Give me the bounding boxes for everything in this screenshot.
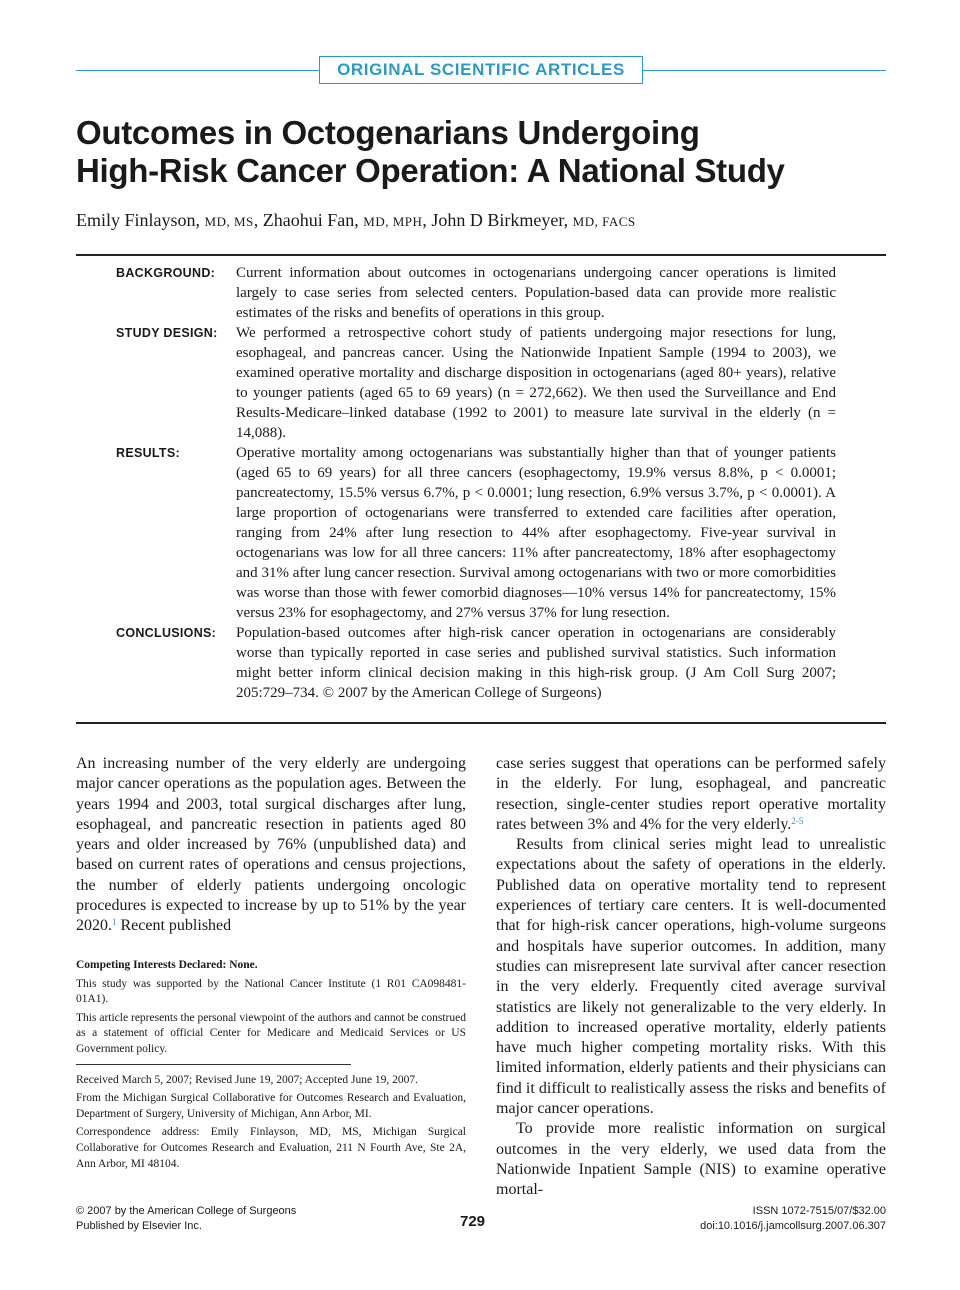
footer-right — [700, 1204, 886, 1234]
body-column-left — [76, 754, 466, 937]
author-name: Zhaohui Fan — [262, 210, 355, 230]
issn: ISSN 1072-7515/07/$32.00 — [752, 1205, 886, 1217]
abstract-label: BACKGROUND: — [116, 266, 216, 280]
citation-ref[interactable]: 1 — [112, 917, 117, 928]
received-dates: Received March 5, 2007; Revised June 19, 2007; Accepted June 19, 2007. — [76, 1073, 419, 1086]
article-title — [76, 114, 876, 190]
doi[interactable]: doi:10.1016/j.jamcollsurg.2007.06.307 — [700, 1220, 886, 1232]
author-name: John D Birkmeyer — [431, 210, 564, 230]
banner-rule-left — [76, 70, 319, 71]
author-name: Emily Finlayson — [76, 210, 196, 230]
notes-divider — [76, 1064, 351, 1065]
article-notes — [76, 958, 466, 1175]
abstract-text: We performed a retrospective cohort study of patients undergoing major resections for lung, esophageal, and pancreas cancer. Using the Nationwide Inpatient Sample (1994 to 2003), we examined operative mortality and discharge disposition in octogenarians (aged 80+ years), relative to younger patients (aged 65 to 69 years) (n = 272,662). We then used the Surveillance and End Results-Medicare–linked database (1992 to 2001) to measure late survival in the elderly (n = 14,088). — [236, 325, 836, 441]
abstract-text: Current information about outcomes in octogenarians undergoing cancer operations is limited largely to case series from selected centers. Population-based data can provide more realistic estimates of the risks and benefits of operations in this group. — [236, 265, 836, 321]
affiliation: From the Michigan Surgical Collaborative for Outcomes Research and Evaluation, Department of Surgery, University of Michigan, Ann Arbor, MI. — [76, 1092, 466, 1120]
author-degrees: MD, FACS — [572, 214, 636, 229]
abstract-label: RESULTS: — [116, 446, 180, 460]
body-paragraph: To provide more realistic information on surgical outcomes in the very elderly, we used data from the Nationwide Inpatient Sample (NIS) to examine operative mortal- — [496, 1120, 886, 1199]
section-label: ORIGINAL SCIENTIFIC ARTICLES — [319, 56, 643, 84]
funding-note: This study was supported by the National Cancer Institute (1 R01 CA098481-01A1). — [76, 977, 466, 1006]
paragraph-text: case series suggest that operations can be performed safely in the elderly. For lung, esophageal, and pancreatic resection, single-center studies report operative mortality rates between 3% and 4% for the very elderly. — [496, 755, 886, 833]
body-paragraph — [76, 754, 466, 937]
competing-interests: Competing Interests Declared: None. — [76, 959, 258, 971]
abstract-conclusions — [76, 623, 886, 703]
abstract-text: Operative mortality among octogenarians was substantially higher than that of younger patients (aged 65 to 69 years) for all three cancers (esophagectomy, 19.9% versus 8.8%, p < 0.0001; pancreatectomy, 15.5% versus 6.7%, p < 0.0001; lung resection, 6.9% versus 3.7%, p < 0.0001). A large proportion of octogenarians were transferred to extended care facilities after operation, ranging from 24% after lung resection to 44% after esophagectomy. Five-year survival in octogenarians was low for all three cancers: 11% after pancreatectomy, 18% after esophagectomy and 31% after lung cancer resection. Survival among octogenarians with two or more comorbidities was worse than those with fewer comorbid diagnoses—10% versus 14% for pancreatectomy, 15% versus 23% for esophagectomy, and 27% versus 37% for lung resection. — [236, 445, 836, 621]
publisher: Published by Elsevier Inc. — [76, 1220, 202, 1232]
correspondence-address: Correspondence address: Emily Finlayson, MD, MS, Michigan Surgical Collaborative for Outcomes Research and Evaluation, 211 N Fourth Ave, Ste 2A, Ann Arbor, MI 48104. — [76, 1126, 466, 1170]
body-paragraph — [496, 754, 886, 835]
body-paragraph: Results from clinical series might lead to unrealistic expectations about the safety of operations in the elderly. Published data on operative mortality tend to represent experiences of tertiary care centers. It is well-documented that for high-risk cancer operations, high-volume surgeons and hospitals have superior outcomes. In addition, many studies can misrepresent late survival after cancer resection in the very elderly. Frequently cited average survival statistics are likely not generalizable to the very elderly. In addition to increased operative mortality, elderly patients have much higher competing mortality risks. With this limited information, elderly patients and their physicians can find it difficult to realistically assess the risks and benefits of major cancer operations. — [496, 836, 886, 1118]
abstract-label: STUDY DESIGN: — [116, 326, 218, 340]
footer-left — [76, 1204, 296, 1234]
banner-rule-right — [643, 70, 886, 71]
abstract-text: Population-based outcomes after high-risk cancer operation in octogenarians are considerably worse than typically reported in case series and published survival statistics. Such information might better inform clinical decision making in this high-risk group. (J Am Coll Surg 2007; 205:729–734. © 2007 by the American College of Surgeons) — [236, 625, 836, 701]
copyright: © 2007 by the American College of Surgeons — [76, 1205, 297, 1217]
title-line-2: High-Risk Cancer Operation: A National Study — [76, 152, 785, 189]
abstract-box — [76, 254, 886, 724]
page-number: 729 — [460, 1213, 486, 1230]
abstract-study-design — [76, 323, 886, 443]
abstract-background — [76, 263, 886, 323]
title-line-1: Outcomes in Octogenarians Undergoing — [76, 114, 700, 151]
author-degrees: MD, MS — [204, 214, 254, 229]
section-banner — [76, 56, 886, 86]
abstract-results — [76, 443, 886, 623]
abstract-label: CONCLUSIONS: — [116, 626, 217, 640]
disclaimer-note: This article represents the personal viewpoint of the authors and cannot be construed as a statement of official Center for Medicare and Medicaid Services or US Government policy. — [76, 1011, 466, 1055]
citation-ref[interactable]: 2-5 — [791, 815, 804, 826]
author-degrees: MD, MPH — [363, 214, 423, 229]
body-column-right — [496, 754, 886, 1201]
paragraph-text: An increasing number of the very elderly are undergoing major cancer operations as the population ages. Between the years 1994 and 2003, total surgical discharges after lung, esophageal, and pancreatic resection in patients aged 80 years and older increased by 76% (unpublished data) and based on current rates of operations and census projections, the number of elderly patients undergoing oncologic procedures is expected to increase by up to 51% by the year 2020. — [76, 755, 466, 935]
paragraph-text: Recent published — [116, 917, 232, 935]
author-list: Emily Finlayson, MD, MS, Zhaohui Fan, MD, MPH, John D Birkmeyer, MD, FACS — [76, 210, 636, 230]
